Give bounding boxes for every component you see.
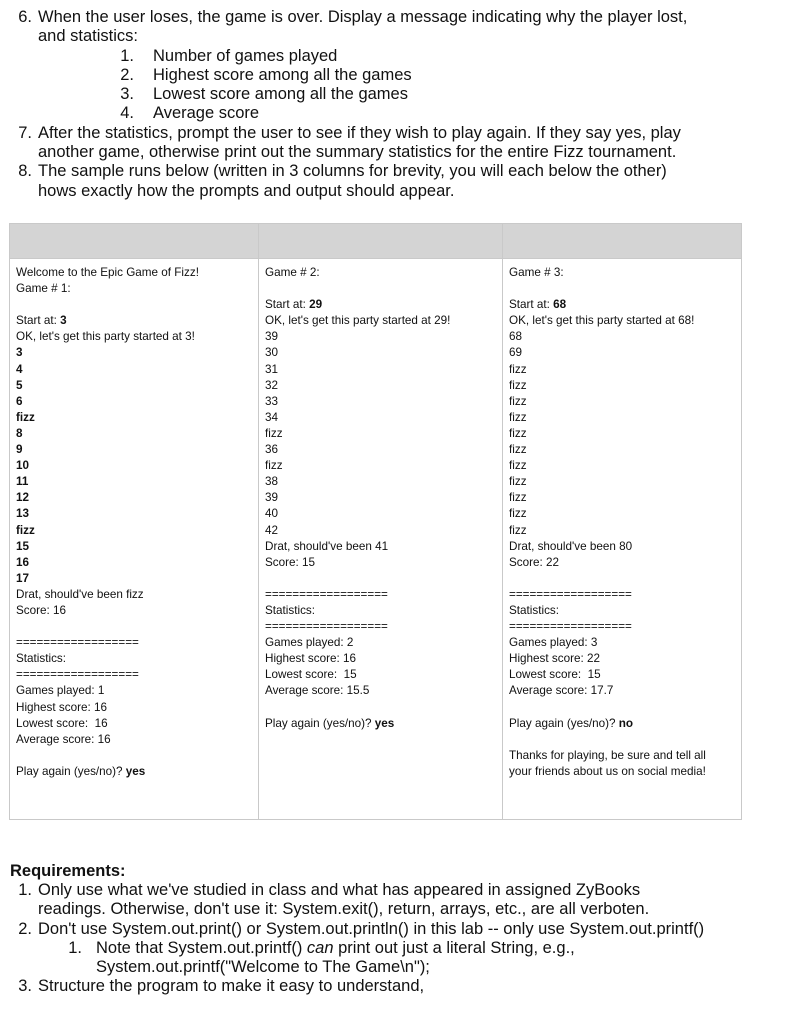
item-text-line: Don't use System.out.print() or System.out.println() in this lab -- only use System.out.printf() [38,919,705,938]
table-header-cell [503,224,742,259]
user-input-text: 16 [16,555,30,569]
output-line [265,635,502,651]
output-text: Highest score: 16 [265,652,356,666]
output-line [16,716,258,732]
output-line [509,442,741,458]
output-line [509,539,741,555]
output-text: Play again (yes/no)? [265,716,375,730]
emphasis-text: can [306,938,334,957]
output-line [16,700,258,716]
output-line [16,764,258,780]
output-line [265,523,502,539]
output-text: Game # 2: [265,266,320,279]
output-text: ================== [265,620,388,634]
output-line [509,523,741,539]
requirements-heading: Requirements: [10,862,126,880]
output-text: Welcome to the Epic Game of Fizz! [16,266,199,279]
output-text: fizz [509,491,527,505]
output-line [509,378,741,394]
output-text: Average score: 16 [16,732,111,746]
sublist-item [0,47,786,66]
requirement-item-2 [0,920,786,939]
output-line [509,297,741,313]
output-line [265,474,502,490]
output-line [509,764,741,780]
sublist-text: Highest score among all the games [153,65,412,84]
output-text: Score: 22 [509,555,560,569]
output-line [16,571,258,587]
output-line [265,506,502,522]
output-line [16,410,258,426]
output-text: Game # 3: [509,266,564,279]
output-text: 38 [265,475,279,489]
user-input-text: fizz [16,410,35,424]
output-text: fizz [509,426,527,440]
output-line [265,297,502,313]
output-line [16,587,258,603]
output-text: Game # 1: [16,282,71,296]
output-line [16,651,258,667]
output-text: Statistics: [265,603,316,617]
output-line [509,635,741,651]
user-input-text: 12 [16,491,30,505]
output-text: 68 [509,330,523,344]
output-line [16,442,258,458]
output-text: fizz [509,475,527,489]
output-line [509,667,741,683]
output-text: Lowest score: 15 [509,668,601,682]
output-line [509,587,741,603]
item-number: 7. [18,123,32,142]
item-text-line [96,939,766,958]
output-line [509,555,741,571]
output-text: 31 [265,362,279,376]
table-body-row [10,259,742,820]
output-line [509,571,741,587]
output-text: Average score: 15.5 [265,684,370,698]
text-fragment: print out just a literal String, e.g., [333,938,575,957]
output-text: OK, let's get this party started at 68! [509,314,695,328]
item-text-line: and statistics: [38,27,138,46]
output-text: 36 [265,443,279,457]
output-text: fizz [509,410,527,424]
output-line [265,651,502,667]
output-text: fizz [509,459,527,473]
item-text-line: After the statistics, prompt the user to see if they wish to play again. If they say yes, play [38,123,681,142]
requirements-list [0,881,786,997]
output-line [265,281,502,297]
user-input-text: yes [125,764,146,778]
output-text: OK, let's get this party started at 3! [16,330,195,344]
output-text: Games played: 3 [509,636,598,650]
item-number: 6. [18,8,32,26]
statistics-sublist [0,47,786,124]
output-line [265,490,502,506]
game-3-output-column [503,259,742,820]
output-text: Statistics: [16,652,67,666]
output-text: Highest score: 22 [509,652,600,666]
output-line [16,362,258,378]
output-text: 40 [265,507,279,521]
output-line [265,458,502,474]
output-line [509,265,741,281]
sample-runs-table [9,223,742,820]
output-text: fizz [509,443,527,457]
sublist-number: 2. [120,65,134,84]
output-text: Thanks for playing, be sure and tell all [509,748,706,762]
output-line [265,555,502,571]
output-text: Drat, should've been 80 [509,539,633,553]
output-line [16,523,258,539]
user-input-text: 29 [309,298,323,312]
output-text: Start at: [509,298,554,312]
output-line [509,619,741,635]
item-text-line: Only use what we've studied in class and what has appeared in assigned ZyBooks [38,881,641,899]
sublist-item [0,66,786,85]
table-header-cell [259,224,503,259]
output-line [16,506,258,522]
user-input-text: yes [374,716,395,730]
item-number: 2. [18,919,32,938]
user-input-text: 11 [16,475,29,489]
output-line [509,603,741,619]
output-line [16,539,258,555]
output-text: Drat, should've been fizz [16,587,144,601]
output-text: 33 [265,394,279,408]
user-input-text: 9 [16,443,23,457]
user-input-text: no [618,716,634,730]
user-input-text: 15 [16,539,30,553]
output-line [16,732,258,748]
output-text: 69 [509,346,523,360]
sublist-number: 4. [120,104,134,123]
output-text: fizz [265,426,283,440]
output-line [509,329,741,345]
output-text: fizz [509,507,527,521]
output-text: ================== [16,668,139,682]
user-input-text: 3 [16,346,23,360]
output-line [509,345,741,361]
output-text: Drat, should've been 41 [265,539,389,553]
output-line [509,410,741,426]
output-line [265,667,502,683]
game-1-output-column [10,259,259,820]
output-text: ================== [509,587,632,601]
sublist-item [0,104,786,123]
user-input-text: 5 [16,378,23,392]
output-line [16,378,258,394]
output-line [509,362,741,378]
output-line [509,394,741,410]
output-line [16,667,258,683]
item-text-line: another game, otherwise print out the summary statistics for the entire Fizz tournament. [38,143,677,162]
output-line [265,716,502,732]
user-input-text: 4 [16,362,23,376]
output-line [509,748,741,764]
output-text: ================== [16,636,139,650]
item-number: 1. [68,938,82,957]
output-line [509,426,741,442]
output-text: Play again (yes/no)? [16,764,126,778]
output-line [265,683,502,699]
output-line [265,410,502,426]
output-line [16,297,258,313]
output-line [265,313,502,329]
output-line [16,329,258,345]
output-text: your friends about us on social media! [509,764,706,778]
output-line [16,281,258,297]
user-input-text: 3 [60,314,67,328]
output-text: OK, let's get this party started at 29! [265,314,451,328]
output-text: fizz [265,459,283,473]
output-text: fizz [509,394,527,408]
item-text-line: The sample runs below (written in 3 columns for brevity, you will each below the other) [38,162,667,181]
output-line [16,265,258,281]
output-line [265,345,502,361]
output-line [509,716,741,732]
output-text: ================== [265,587,388,601]
output-text: fizz [509,523,527,537]
output-text: fizz [509,362,527,376]
output-line [265,394,502,410]
output-line [509,458,741,474]
output-line [16,490,258,506]
output-text: Lowest score: 15 [265,668,357,682]
requirement-item-1 [0,881,786,920]
output-text: fizz [509,378,527,392]
output-line [16,458,258,474]
output-line [265,571,502,587]
instruction-item-6 [0,8,786,47]
item-text-line: readings. Otherwise, don't use it: System.exit(), return, arrays, etc., are all verboten. [38,900,650,919]
output-line [16,426,258,442]
output-text: ================== [509,620,632,634]
output-line [509,490,741,506]
output-text: Score: 16 [16,603,67,617]
output-text: 39 [265,330,279,344]
output-text: Score: 15 [265,555,316,569]
output-text: Games played: 2 [265,636,354,650]
output-text: Play again (yes/no)? [509,716,619,730]
output-line [16,474,258,490]
user-input-text: 8 [16,426,23,440]
sublist-number: 1. [120,46,134,65]
user-input-text: fizz [16,523,35,537]
output-line [509,651,741,667]
output-line [265,362,502,378]
output-line [265,426,502,442]
output-line [16,555,258,571]
output-text: Start at: [265,298,310,312]
item-number: 8. [18,162,32,181]
output-line [265,700,502,716]
requirement-item-3 [0,977,786,996]
output-text: Highest score: 16 [16,700,107,714]
user-input-text: 6 [16,394,23,408]
item-text-line: When the user loses, the game is over. Display a message indicating why the player lost, [38,8,688,26]
output-line [265,378,502,394]
output-line [509,732,741,748]
output-line [16,603,258,619]
table-header-cell [10,224,259,259]
output-line [509,683,741,699]
output-text: 39 [265,491,279,505]
output-line [16,313,258,329]
output-line [265,442,502,458]
item-text-line: hows exactly how the prompts and output should appear. [38,181,455,200]
output-line [16,748,258,764]
sublist-text: Average score [153,104,260,123]
output-line [265,329,502,345]
output-line [16,345,258,361]
instructions-list [0,8,786,201]
output-text: 34 [265,410,279,424]
instruction-item-7 [0,124,786,163]
instruction-item-8 [0,162,786,201]
item-text-line: Structure the program to make it easy to understand, [38,977,425,996]
output-text: 42 [265,523,279,537]
requirement-subitem [0,939,786,978]
output-line [265,603,502,619]
output-text: Statistics: [509,603,560,617]
game-2-output-column [259,259,503,820]
sublist-text: Number of games played [153,46,338,65]
output-text: 32 [265,378,279,392]
output-text: Games played: 1 [16,684,105,698]
output-line [509,474,741,490]
output-line [509,281,741,297]
user-input-text: 68 [553,298,567,312]
output-line [509,700,741,716]
output-line [265,587,502,603]
output-line [265,619,502,635]
output-line [265,265,502,281]
output-text: Lowest score: 16 [16,716,108,730]
output-line [16,683,258,699]
item-text-line: System.out.printf("Welcome to The Game\n"); [96,958,430,977]
output-line [16,635,258,651]
item-number: 3. [18,977,32,996]
output-line [509,313,741,329]
output-text: 30 [265,346,279,360]
item-number: 1. [18,881,32,899]
sublist-item [0,85,786,104]
table-header-row [10,224,742,259]
sublist-number: 3. [120,85,134,104]
output-line [16,619,258,635]
output-line [265,539,502,555]
user-input-text: 10 [16,459,30,473]
user-input-text: 13 [16,507,30,521]
sublist-text: Lowest score among all the games [153,85,408,104]
text-fragment: Note that System.out.printf() [96,938,307,957]
output-line [16,394,258,410]
output-text: Average score: 17.7 [509,684,614,698]
user-input-text: 17 [16,571,30,585]
output-line [509,506,741,522]
output-text: Start at: [16,314,61,328]
